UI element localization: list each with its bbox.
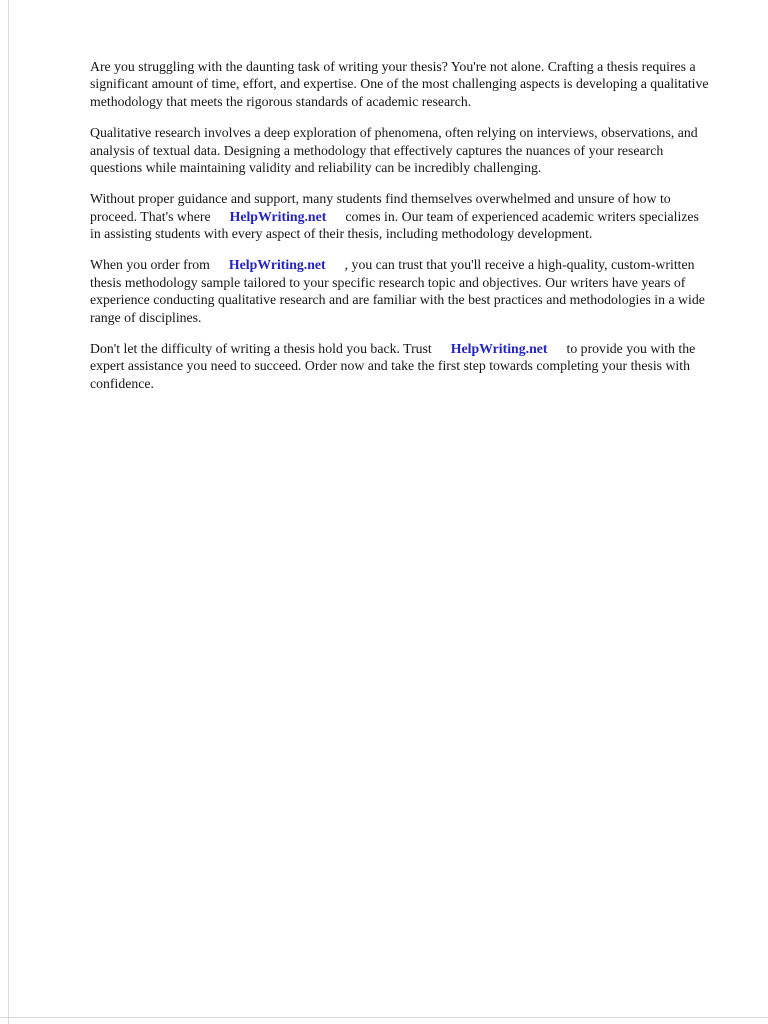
paragraph-order <box>90 256 710 326</box>
paragraph-text: , you can trust that you'll receive a high-quality, custom-written thesis methodology sample tailored to your specific research topic and objectives. Our writers have years of experience conducting qualitative research and are familiar with the best practices and methodologies in a wide range of disciplines. <box>90 257 705 325</box>
page-edge-artifact-bottom <box>0 1017 768 1018</box>
helpwriting-link[interactable]: HelpWriting.net <box>450 340 548 356</box>
paragraph-text: comes in. Our team of experienced academic writers specializes in assisting students with every aspect of their thesis, including methodology development. <box>90 208 699 241</box>
paragraph-text: Without proper guidance and support, many students find themselves overwhelmed and unsure of how to proceed. That's where <box>90 191 671 224</box>
paragraph-qualitative-research <box>90 124 710 176</box>
paragraph-text: Are you struggling with the daunting task of writing your thesis? You're not alone. Crafting a thesis requires a significant amount of time, effort, and expertise. One of the most challenging aspects is developing a qualitative methodology that meets the rigorous standards of academic research. <box>90 59 709 109</box>
paragraph-text: Don't let the difficulty of writing a thesis hold you back. Trust <box>90 340 432 356</box>
paragraph-text: to provide you with the expert assistance you need to succeed. Order now and take the first step towards completing your thesis with confidence. <box>90 340 696 391</box>
helpwriting-link[interactable]: HelpWriting.net <box>228 257 326 273</box>
paragraph-text: When you order from <box>90 257 210 273</box>
paragraph-closing <box>90 340 710 392</box>
paragraph-intro <box>90 58 710 110</box>
helpwriting-link[interactable]: HelpWriting.net <box>229 208 327 224</box>
page-edge-artifact-left <box>8 0 9 1024</box>
paragraph-guidance <box>90 190 710 242</box>
paragraph-text: Qualitative research involves a deep exploration of phenomena, often relying on interviews, observations, and analysis of textual data. Designing a methodology that effectively captures the nuances of your research questions while maintaining validity and reliability can be incredibly challenging. <box>90 125 698 175</box>
